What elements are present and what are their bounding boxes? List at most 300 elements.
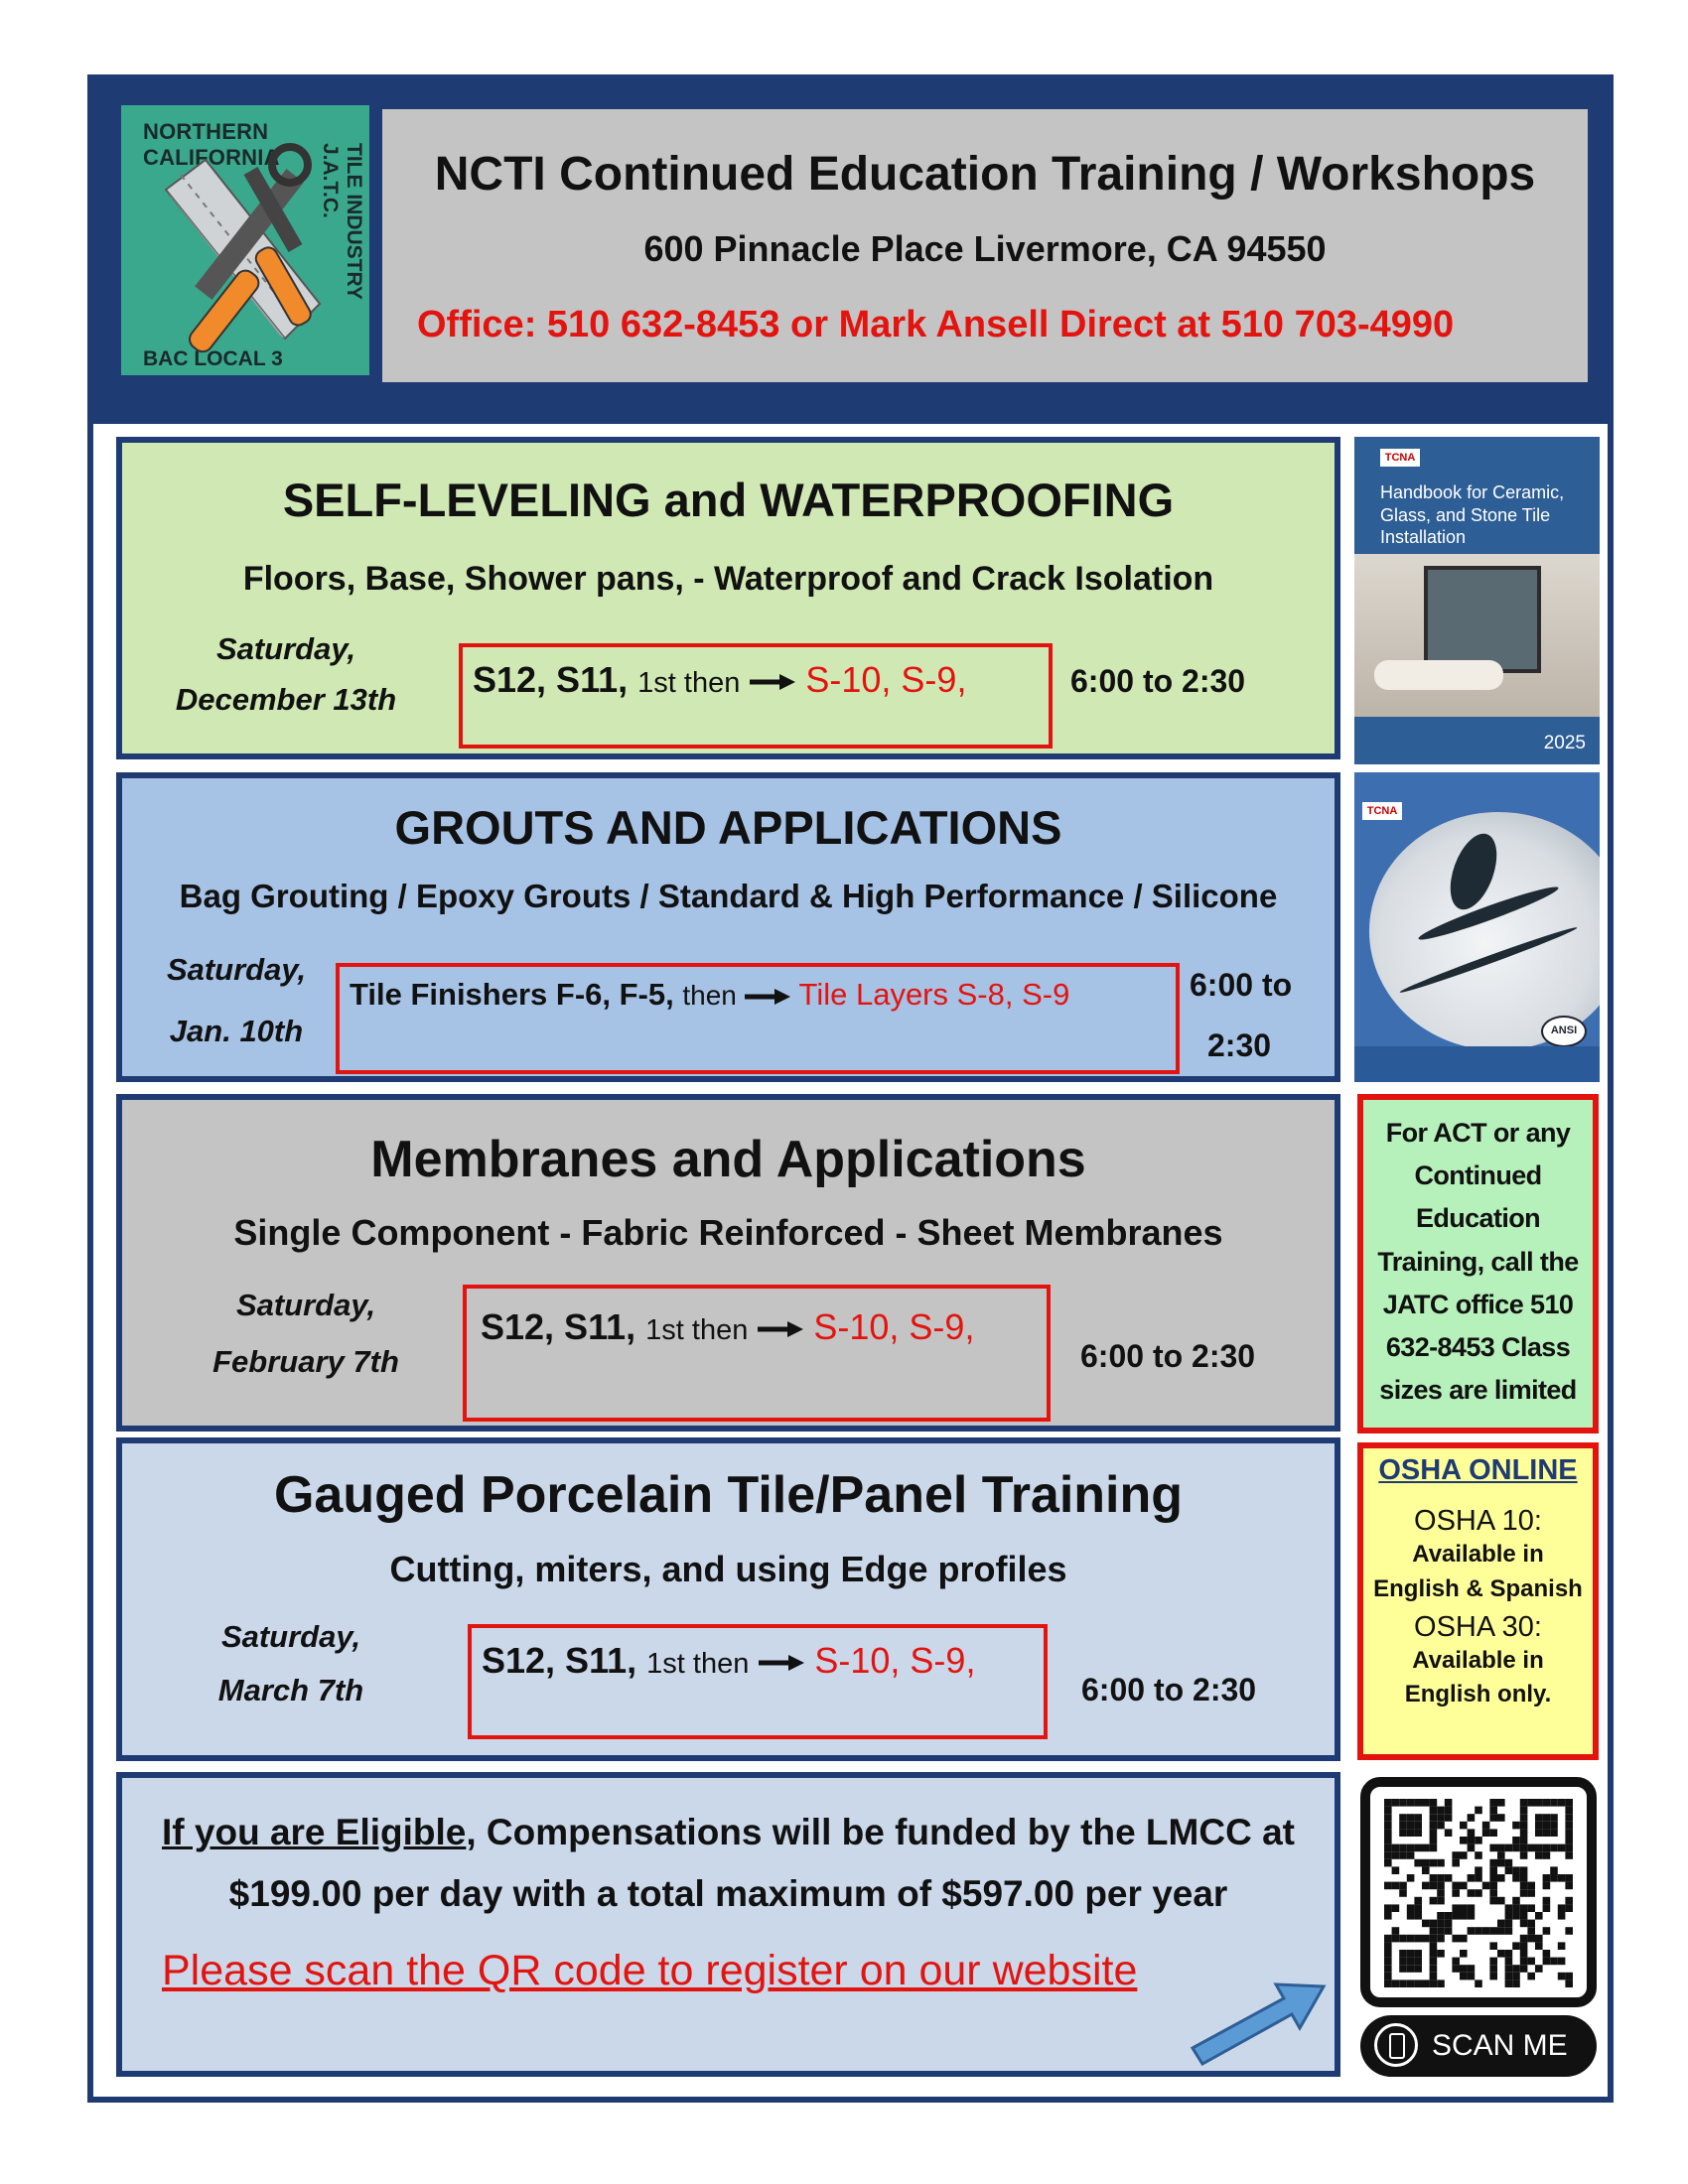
qr-module	[1558, 1958, 1566, 1966]
qr-module	[1430, 1965, 1438, 1973]
qr-module	[1468, 1844, 1476, 1852]
qr-module	[1489, 1965, 1497, 1973]
qr-module	[1543, 1851, 1551, 1859]
qr-module	[1489, 1807, 1497, 1815]
page-title: NCTI Continued Education Training / Workshops	[434, 148, 1536, 201]
qr-module	[1558, 1973, 1566, 1980]
office-phone: Office: 510 632-8453 or Mark Ansell Direct at 510 703-4990	[417, 304, 1455, 345]
qr-module	[1565, 1829, 1573, 1837]
qr-module	[1489, 1889, 1497, 1897]
class-mid: then	[682, 980, 737, 1011]
qr-module	[1535, 1844, 1543, 1852]
qr-module	[1505, 1866, 1513, 1874]
qr-module	[1384, 1942, 1392, 1950]
qr-module	[1414, 1829, 1422, 1837]
qr-module	[1452, 1851, 1460, 1859]
qr-module	[1512, 1973, 1520, 1980]
qr-module	[1384, 1822, 1392, 1830]
qr-module	[1475, 1979, 1482, 1987]
tools-icon	[121, 105, 369, 375]
qr-module	[1520, 1958, 1528, 1966]
qr-module	[1468, 1829, 1476, 1837]
class-end: Tile Layers S-8, S-9	[798, 977, 1070, 1012]
qr-module	[1437, 1882, 1445, 1890]
qr-module	[1489, 1814, 1497, 1822]
qr-module	[1512, 1942, 1520, 1950]
qr-module	[1520, 1912, 1528, 1920]
compensation-line-1	[122, 1812, 1335, 1853]
qr-module	[1505, 1927, 1513, 1935]
ansi-seal: ANSI	[1541, 1016, 1587, 1047]
qr-module	[1535, 1942, 1543, 1950]
class-mid: 1st then	[637, 667, 741, 699]
qr-module	[1445, 1829, 1453, 1837]
section-time: 6:00 to 2:30	[1081, 1672, 1257, 1707]
qr-module	[1512, 1844, 1520, 1852]
qr-module	[1520, 1889, 1528, 1897]
osha-heading[interactable]: OSHA ONLINE	[1378, 1454, 1578, 1486]
qr-module	[1527, 1973, 1535, 1980]
qr-module	[1422, 1935, 1430, 1943]
qr-module	[1452, 1965, 1460, 1973]
qr-module	[1543, 1874, 1551, 1882]
qr-module	[1430, 1942, 1438, 1950]
section-time: 6:00 to 2:30	[1070, 663, 1246, 699]
qr-module	[1445, 1874, 1453, 1882]
scan-me-button[interactable]	[1360, 2015, 1597, 2077]
jatc-logo	[121, 105, 369, 375]
qr-module	[1452, 1912, 1460, 1920]
act-training-note	[1357, 1094, 1599, 1433]
qr-module	[1407, 1829, 1415, 1837]
qr-module	[1422, 1859, 1430, 1867]
qr-module	[1512, 1912, 1520, 1920]
qr-module	[1565, 1874, 1573, 1882]
qr-module	[1550, 1958, 1558, 1966]
qr-module	[1430, 1927, 1438, 1935]
qr-module	[1558, 1874, 1566, 1882]
sofa-image	[1374, 660, 1503, 690]
osha-30-detail-2: English only.	[1404, 1681, 1552, 1708]
qr-module	[1437, 1912, 1445, 1920]
qr-module	[1489, 1874, 1497, 1882]
qr-module	[1535, 1829, 1543, 1837]
qr-module	[1460, 1965, 1468, 1973]
qr-module	[1430, 1844, 1438, 1852]
qr-module	[1399, 1844, 1407, 1852]
qr-module	[1384, 1979, 1392, 1987]
qr-code-icon	[1370, 1787, 1587, 1997]
qr-module	[1520, 1950, 1528, 1958]
qr-module	[1497, 1920, 1505, 1928]
qr-module	[1437, 1814, 1445, 1822]
qr-module	[1489, 1927, 1497, 1935]
class-box	[336, 963, 1180, 1074]
compensation-line-2: $199.00 per day with a total maximum of $597.00 per year	[228, 1873, 1228, 1914]
qr-module	[1512, 1866, 1520, 1874]
qr-module	[1527, 1882, 1535, 1890]
qr-module	[1407, 1904, 1415, 1912]
qr-module	[1482, 1927, 1490, 1935]
qr-module	[1437, 1950, 1445, 1958]
qr-module	[1445, 1799, 1453, 1807]
qr-module	[1468, 1965, 1476, 1973]
phone-icon	[1374, 2023, 1418, 2067]
qr-module	[1482, 1822, 1490, 1830]
qr-module	[1452, 1859, 1460, 1867]
class-end: S-10, S-9,	[805, 659, 967, 700]
qr-module	[1550, 1874, 1558, 1882]
class-box	[468, 1624, 1048, 1739]
qr-module	[1468, 1912, 1476, 1920]
qr-module	[1512, 1874, 1520, 1882]
section-self-leveling	[116, 437, 1340, 759]
qr-module	[1489, 1958, 1497, 1966]
qr-module	[1384, 1829, 1392, 1837]
class-start: S12, S11,	[482, 1640, 637, 1681]
qr-module	[1452, 1958, 1460, 1966]
qr-module	[1452, 1935, 1460, 1943]
qr-module	[1489, 1942, 1497, 1950]
qr-module	[1505, 1950, 1513, 1958]
qr-module	[1468, 1927, 1476, 1935]
qr-module	[1407, 1979, 1415, 1987]
qr-module	[1407, 1912, 1415, 1920]
qr-module	[1384, 1935, 1392, 1943]
qr-module	[1384, 1904, 1392, 1912]
qr-module	[1407, 1958, 1415, 1966]
qr-module	[1558, 1912, 1566, 1920]
tcna-handbook-image	[1354, 437, 1600, 764]
class-box	[459, 643, 1053, 749]
qr-module	[1520, 1837, 1528, 1844]
qr-module	[1482, 1829, 1490, 1837]
qr-module	[1399, 1935, 1407, 1943]
qr-module	[1520, 1965, 1528, 1973]
qr-module	[1565, 1814, 1573, 1822]
qr-module	[1407, 1965, 1415, 1973]
scan-me-label: SCAN ME	[1432, 2029, 1568, 2062]
osha-10-label: OSHA 10:	[1414, 1505, 1542, 1537]
qr-code[interactable]	[1360, 1777, 1597, 2007]
qr-module	[1535, 1814, 1543, 1822]
qr-module	[1543, 1950, 1551, 1958]
qr-module	[1384, 1851, 1392, 1859]
section-subtitle: Floors, Base, Shower pans, - Waterproof and Crack Isolation	[242, 560, 1214, 598]
qr-module	[1565, 1979, 1573, 1987]
qr-module	[1460, 1912, 1468, 1920]
qr-module	[1430, 1799, 1438, 1807]
qr-module	[1430, 1935, 1438, 1943]
qr-module	[1550, 1814, 1558, 1822]
qr-module	[1550, 1829, 1558, 1837]
qr-module	[1445, 1814, 1453, 1822]
qr-module	[1565, 1927, 1573, 1935]
book-footer-band	[1354, 1046, 1600, 1082]
qr-module	[1399, 1950, 1407, 1958]
qr-module	[1407, 1950, 1415, 1958]
qr-module	[1543, 1927, 1551, 1935]
qr-module	[1535, 1965, 1543, 1973]
qr-module	[1452, 1889, 1460, 1897]
arrow-right-icon	[759, 1653, 804, 1673]
qr-module	[1543, 1814, 1551, 1822]
qr-module	[1512, 1965, 1520, 1973]
time-line-1: 6:00 to	[1190, 967, 1293, 1003]
register-link[interactable]: Please scan the QR code to register on our website	[162, 1947, 1138, 1994]
qr-module	[1565, 1851, 1573, 1859]
qr-module	[1543, 1958, 1551, 1966]
qr-module	[1565, 1837, 1573, 1844]
section-title: Gauged Porcelain Tile/Panel Training	[273, 1466, 1184, 1524]
qr-module	[1437, 1889, 1445, 1897]
qr-module	[1468, 1874, 1476, 1882]
qr-module	[1430, 1920, 1438, 1928]
qr-module	[1535, 1935, 1543, 1943]
date-line-1: Saturday,	[220, 1619, 361, 1654]
qr-module	[1414, 1965, 1422, 1973]
qr-module	[1384, 1814, 1392, 1822]
arrow-right-icon	[758, 1319, 803, 1339]
qr-module	[1399, 1979, 1407, 1987]
qr-module	[1460, 1822, 1468, 1830]
qr-module	[1468, 1973, 1476, 1980]
qr-module	[1520, 1844, 1528, 1852]
qr-module	[1414, 1935, 1422, 1943]
qr-module	[1558, 1799, 1566, 1807]
address: 600 Pinnacle Place Livermore, CA 94550	[643, 228, 1327, 269]
qr-module	[1520, 1814, 1528, 1822]
qr-module	[1399, 1882, 1407, 1890]
arrow-right-icon	[745, 987, 790, 1007]
date-line-1: Saturday,	[215, 631, 356, 666]
qr-module	[1527, 1904, 1535, 1912]
qr-module	[1520, 1882, 1528, 1890]
qr-module	[1550, 1844, 1558, 1852]
qr-module	[1565, 1973, 1573, 1980]
qr-module	[1445, 1927, 1453, 1935]
date-line-2: December 13th	[175, 682, 397, 718]
qr-module	[1384, 1882, 1392, 1890]
qr-module	[1489, 1882, 1497, 1890]
qr-module	[1520, 1874, 1528, 1882]
qr-module	[1497, 1844, 1505, 1852]
section-subtitle: Cutting, miters, and using Edge profiles	[389, 1549, 1067, 1589]
qr-module	[1468, 1889, 1476, 1897]
qr-module	[1430, 1874, 1438, 1882]
tcna-badge: TCNA	[1380, 449, 1420, 467]
class-end: S-10, S-9,	[813, 1306, 975, 1347]
section-membranes	[116, 1094, 1340, 1432]
qr-module	[1437, 1807, 1445, 1815]
qr-module	[1384, 1950, 1392, 1958]
qr-module	[1392, 1882, 1400, 1890]
qr-module	[1392, 1851, 1400, 1859]
qr-module	[1489, 1897, 1497, 1905]
qr-module	[1527, 1935, 1535, 1943]
qr-module	[1527, 1799, 1535, 1807]
time-line-2: 2:30	[1207, 1026, 1272, 1063]
qr-module	[1512, 1822, 1520, 1830]
qr-module	[1414, 1958, 1422, 1966]
qr-module	[1520, 1851, 1528, 1859]
qr-module	[1422, 1799, 1430, 1807]
qr-module	[1399, 1814, 1407, 1822]
qr-module	[1460, 1837, 1468, 1844]
qr-module	[1460, 1935, 1468, 1943]
qr-module	[1527, 1889, 1535, 1897]
qr-module	[1437, 1935, 1445, 1943]
class-start: S12, S11,	[481, 1306, 636, 1347]
class-mid: 1st then	[645, 1314, 749, 1346]
section-date	[162, 623, 410, 725]
section-grouts	[116, 772, 1340, 1082]
qr-module	[1407, 1822, 1415, 1830]
qr-module	[1489, 1866, 1497, 1874]
qr-module	[1392, 1935, 1400, 1943]
qr-module	[1430, 1979, 1438, 1987]
date-line-2: March 7th	[217, 1673, 364, 1708]
qr-module	[1445, 1920, 1453, 1928]
qr-module	[1407, 1935, 1415, 1943]
qr-module	[1512, 1837, 1520, 1844]
qr-module	[1520, 1920, 1528, 1928]
qr-module	[1384, 1837, 1392, 1844]
osha-online-box	[1357, 1442, 1599, 1760]
date-line-2: February 7th	[212, 1344, 399, 1380]
qr-module	[1558, 1844, 1566, 1852]
qr-module	[1468, 1837, 1476, 1844]
qr-module	[1550, 1799, 1558, 1807]
qr-module	[1460, 1851, 1468, 1859]
qr-module	[1422, 1844, 1430, 1852]
qr-module	[1565, 1822, 1573, 1830]
qr-module	[1527, 1844, 1535, 1852]
logo-side-text: TILE INDUSTRY J.A.T.C.	[319, 143, 365, 300]
qr-module	[1384, 1799, 1392, 1807]
qr-module	[1430, 1950, 1438, 1958]
qr-module	[1535, 1822, 1543, 1830]
qr-module	[1407, 1814, 1415, 1822]
qr-module	[1475, 1927, 1482, 1935]
qr-module	[1407, 1851, 1415, 1859]
section-date	[137, 939, 336, 1062]
compensation-panel	[116, 1772, 1340, 2077]
qr-module	[1437, 1927, 1445, 1935]
qr-module	[1430, 1882, 1438, 1890]
qr-module	[1565, 1844, 1573, 1852]
qr-module	[1497, 1950, 1505, 1958]
section-title: GROUTS AND APPLICATIONS	[394, 801, 1062, 854]
qr-module	[1489, 1859, 1497, 1867]
qr-module	[1543, 1799, 1551, 1807]
book-title: Handbook for Ceramic, Glass, and Stone Tile Installation	[1380, 482, 1565, 547]
qr-module	[1475, 1851, 1482, 1859]
qr-module	[1520, 1799, 1528, 1807]
qr-module	[1565, 1904, 1573, 1912]
qr-module	[1482, 1882, 1490, 1890]
qr-module	[1497, 1814, 1505, 1822]
section-time: 6:00 to 2:30	[1080, 1338, 1256, 1374]
qr-module	[1430, 1897, 1438, 1905]
qr-module	[1430, 1814, 1438, 1822]
qr-module	[1414, 1950, 1422, 1958]
qr-module	[1543, 1897, 1551, 1905]
qr-module	[1520, 1807, 1528, 1815]
qr-module	[1384, 1859, 1392, 1867]
qr-module	[1430, 1807, 1438, 1815]
qr-module	[1505, 1979, 1513, 1987]
qr-module	[1392, 1979, 1400, 1987]
qr-module	[1399, 1965, 1407, 1973]
qr-module	[1550, 1822, 1558, 1830]
qr-module	[1520, 1904, 1528, 1912]
qr-module	[1475, 1866, 1482, 1874]
qr-module	[1384, 1807, 1392, 1815]
qr-module	[1550, 1866, 1558, 1874]
header-box	[382, 109, 1588, 382]
qr-module	[1497, 1927, 1505, 1935]
qr-module	[1460, 1904, 1468, 1912]
qr-module	[1399, 1889, 1407, 1897]
qr-module	[1392, 1866, 1400, 1874]
qr-module	[1543, 1829, 1551, 1837]
qr-module	[1414, 1799, 1422, 1807]
class-box	[463, 1285, 1051, 1422]
section-subtitle: Bag Grouting / Epoxy Grouts / Standard & High Performance / Silicone	[179, 878, 1278, 914]
qr-module	[1520, 1935, 1528, 1943]
osha-10-detail-1: Available in	[1412, 1541, 1544, 1568]
section-date	[182, 1277, 430, 1391]
qr-module	[1505, 1904, 1513, 1912]
qr-module	[1497, 1851, 1505, 1859]
qr-module	[1414, 1844, 1422, 1852]
qr-module	[1520, 1942, 1528, 1950]
qr-module	[1414, 1897, 1422, 1905]
qr-module	[1527, 1958, 1535, 1966]
section-gauged-porcelain	[116, 1437, 1340, 1761]
qr-module	[1543, 1904, 1551, 1912]
qr-module	[1535, 1912, 1543, 1920]
section-title: Membranes and Applications	[370, 1131, 1086, 1188]
qr-module	[1497, 1897, 1505, 1905]
qr-module	[1505, 1844, 1513, 1852]
qr-module	[1505, 1965, 1513, 1973]
qr-module	[1384, 1844, 1392, 1852]
act-note-text: For ACT or any Continued Education Training, call the JATC office 510 632-8453 Class sizes are limited	[1377, 1118, 1579, 1406]
qr-module	[1505, 1859, 1513, 1867]
osha-30-detail-1: Available in	[1412, 1646, 1544, 1674]
qr-module	[1475, 1837, 1482, 1844]
qr-module	[1392, 1927, 1400, 1935]
qr-module	[1527, 1920, 1535, 1928]
section-time	[1190, 955, 1292, 1076]
qr-module	[1392, 1799, 1400, 1807]
qr-module	[1460, 1973, 1468, 1980]
qr-module	[1468, 1904, 1476, 1912]
qr-module	[1489, 1973, 1497, 1980]
section-subtitle: Single Component - Fabric Reinforced - Sheet Membranes	[233, 1212, 1223, 1253]
qr-module	[1497, 1874, 1505, 1882]
date-line-1: Saturday,	[166, 952, 307, 987]
qr-module	[1505, 1973, 1513, 1980]
logo-top-text: NORTHERN CALIFORNIA	[143, 119, 280, 170]
qr-module	[1414, 1912, 1422, 1920]
date-line-2: Jan. 10th	[169, 1014, 304, 1048]
qr-module	[1452, 1904, 1460, 1912]
qr-module	[1512, 1904, 1520, 1912]
logo-bottom-text: BAC LOCAL 3	[143, 347, 283, 370]
